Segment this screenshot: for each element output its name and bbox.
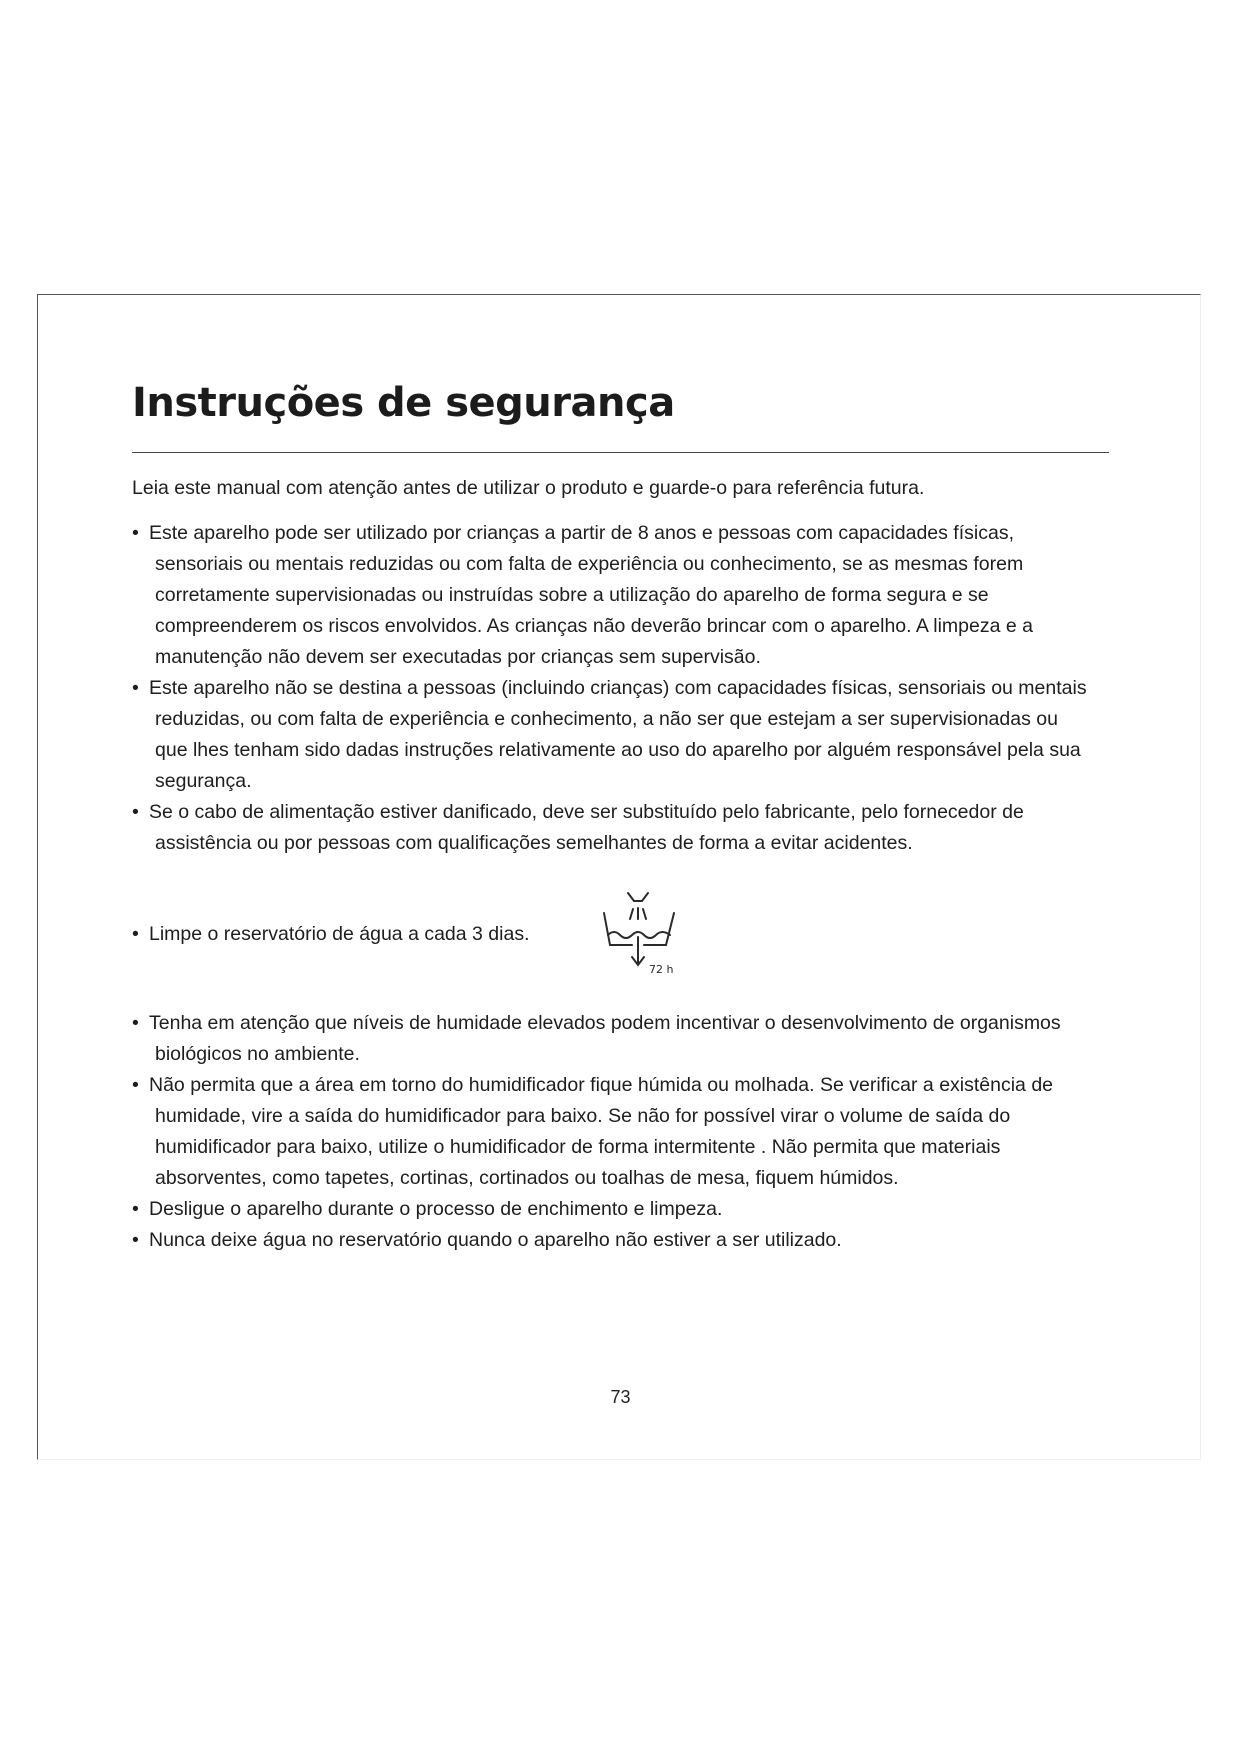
list-item-text: Nunca deixe água no reservatório quando o aparelho não estiver a ser utilizado. [149, 1229, 842, 1251]
list-item [132, 1070, 1112, 1194]
list-item [132, 673, 1092, 797]
icon-label-72h: 72 h [649, 963, 674, 976]
bullet-dot: • [132, 677, 139, 699]
bullet-dot: • [132, 1074, 139, 1096]
list-item [132, 518, 1092, 673]
list-item-text: Tenha em atenção que níveis de humidade elevados podem incentivar o desenvolvimento de organismos biológicos no ambiente. [149, 1012, 1061, 1065]
bullet-dot: • [132, 923, 139, 945]
list-item-text: Se o cabo de alimentação estiver danificado, deve ser substituído pelo fabricante, pelo fornecedor de assistência ou por pessoas com qualificações semelhantes de forma a evitar acidentes. [149, 801, 1024, 854]
safety-list-1 [132, 518, 1092, 859]
list-item [132, 1194, 1112, 1225]
list-item-text: Este aparelho não se destina a pessoas (incluindo crianças) com capacidades físicas, sensoriais ou mentais reduzidas, ou com falta de experiência e conhecimento, a não ser que estejam a ser supervisionadas ou que lhes tenham sido dadas instruções relativamente ao uso do aparelho por alguém responsável pela sua segurança. [149, 677, 1087, 792]
bullet-dot: • [132, 522, 139, 544]
list-item-text: Desligue o aparelho durante o processo de enchimento e limpeza. [149, 1198, 723, 1220]
bullet-dot: • [132, 1229, 139, 1251]
intro-text: Leia este manual com atenção antes de utilizar o produto e guarde-o para referência futura. [132, 477, 925, 499]
bullet-dot: • [132, 1198, 139, 1220]
page-frame [37, 294, 1201, 1460]
page-title: Instruções de segurança [132, 380, 675, 426]
clean-instruction-text: Limpe o reservatório de água a cada 3 dias. [149, 923, 530, 945]
title-divider [132, 452, 1109, 453]
bullet-dot: • [132, 801, 139, 823]
water-basin-drain-icon [598, 885, 688, 983]
list-item [132, 1225, 1112, 1256]
list-item [132, 1008, 1112, 1070]
page-number: 73 [610, 1387, 631, 1407]
list-item-text: Não permita que a área em torno do humidificador fique húmida ou molhada. Se verificar a existência de humidade, vire a saída do humidificador para baixo. Se não for possível virar o volume de saída do humidificador para baixo, utilize o humidificador de forma intermitente . Não permita que materiais absorventes, como tapetes, cortinas, cortinados ou toalhas de mesa, fiquem húmidos. [149, 1074, 1054, 1189]
bullet-dot: • [132, 1012, 139, 1034]
safety-list-2 [132, 1008, 1112, 1256]
list-item-text: Este aparelho pode ser utilizado por crianças a partir de 8 anos e pessoas com capacidades físicas, sensoriais ou mentais reduzidas ou com falta de experiência ou conhecimento, se as mesmas forem corretamente supervisionadas ou instruídas sobre a utilização do aparelho de forma segura e se compreenderem os riscos envolvidos. As crianças não deverão brincar com o aparelho. A limpeza e a manutenção não devem ser executadas por crianças sem supervisão. [149, 522, 1033, 668]
list-item [132, 797, 1092, 859]
clean-instruction [132, 919, 530, 950]
